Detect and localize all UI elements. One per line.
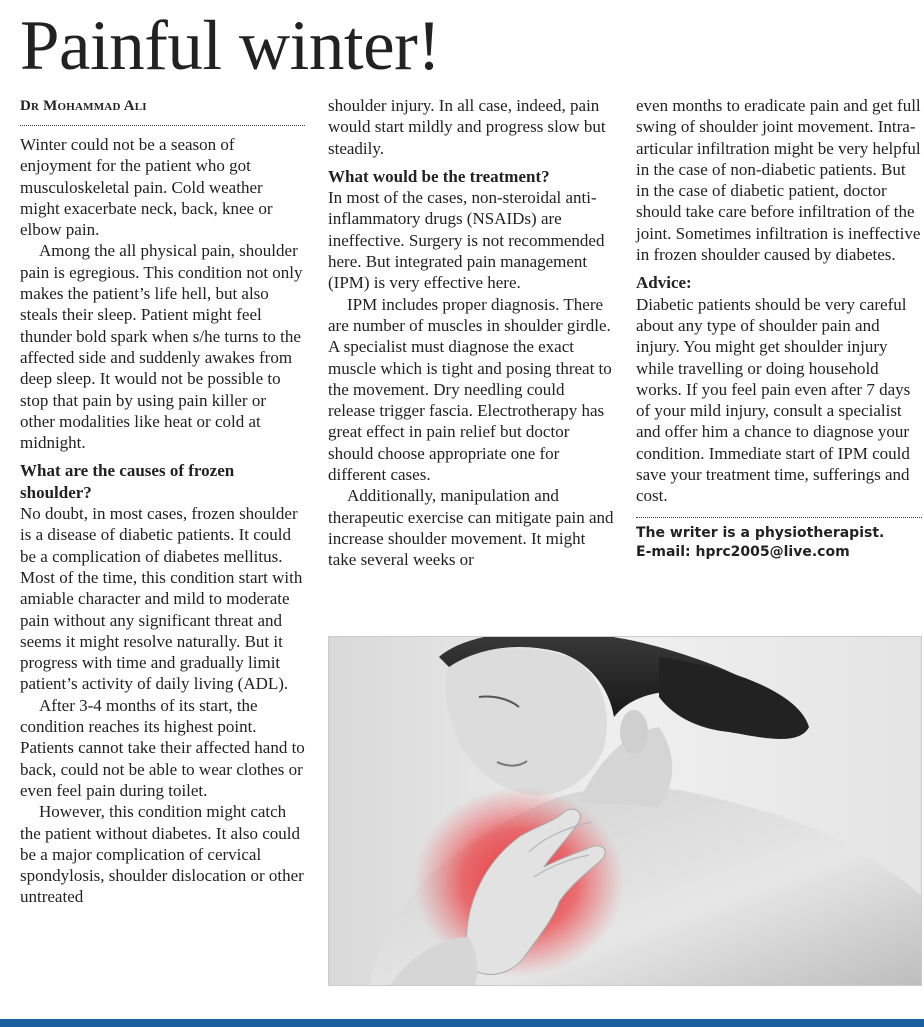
bottom-color-bar <box>0 1019 924 1027</box>
paragraph: Winter could not be a season of enjoyment for the patient who got musculoskeletal pain. Cold weather might exacerbate neck, back, knee or elbow pain. <box>20 135 273 240</box>
shoulder-pain-photo <box>328 636 922 986</box>
paragraph: No doubt, in most cases, frozen shoulder is a disease of diabetic patients. It could be a complication of diabetes mellitus. Most of the time, this condition start with amiable character and mild to moderate pain without any significant threat and seems it might resolve naturally. But it progress with time and gradually limit patient’s activity of daily living (ADL). <box>20 504 303 694</box>
paragraph: even months to eradicate pain and get full swing of shoulder joint movement. Intra-articular infiltration might be very helpful in the case of non-diabetic patients. But in the case of diabetic patient, doctor should take care before infiltration of the joint. Sometimes infiltration is ineffective in frozen shoulder caused by diabetes. <box>636 96 921 265</box>
paragraph: However, this condition might catch the patient without diabetes. It also could be a major complication of cervical spondylosis, shoulder dislocation or other untreated <box>20 802 304 907</box>
subheading-causes: What are the causes of frozen shoulder? <box>20 461 235 502</box>
paragraph: After 3-4 months of its start, the condition reaches its highest point. Patients cannot take their affected hand to back, could not be able to wear clothes or even feel pain during toilet. <box>20 695 305 800</box>
byline: Dr Mohammad Ali <box>20 98 147 114</box>
author-email: E-mail: hprc2005@live.com <box>636 543 850 560</box>
paragraph: Among the all physical pain, shoulder pain is egregious. This condition not only makes the patient’s life hell, but also steals their sleep. Patient might feel thunder bold spark when s/he turns to the affected side and suddenly awakes from deep sleep. It would not be possible to stop that pain by using pain killer or other modalities like heat or cold at midnight. <box>20 241 303 453</box>
paragraph: In most of the cases, non-steroidal anti-inflammatory drugs (NSAIDs) are ineffective. Surgery is not recommended here. But integrated pain management (IPM) is very effective here. <box>328 188 605 293</box>
subheading-advice: Advice: <box>636 273 692 293</box>
paragraph: shoulder injury. In all case, indeed, pain would start mildly and progress slow but steadily. <box>328 96 606 158</box>
subheading-treatment: What would be the treatment? <box>328 166 550 186</box>
byline-divider <box>20 125 305 126</box>
paragraph: IPM includes proper diagnosis. There are number of muscles in shoulder girdle. A specialist must diagnose the exact muscle which is tight and posing threat to the movement. Dry needling could release trigger fascia. Electrotherapy has great effect in pain relief but doctor should choose appropriate one for different cases. <box>328 294 612 485</box>
author-note-divider <box>636 517 922 518</box>
paragraph: Additionally, manipulation and therapeutic exercise can mitigate pain and increase shoulder movement. It might take several weeks or <box>328 486 614 570</box>
column-2 <box>328 95 614 571</box>
headline: Painful winter! <box>20 7 441 85</box>
column-3 <box>636 95 922 562</box>
paragraph: Diabetic patients should be very careful about any type of shoulder pain and injury. You might get shoulder injury while travelling or doing household works. If you feel pain even after 7 days of your mild injury, consult a specialist and offer him a chance to diagnose your condition. Immediate start of IPM could save your treatment time, sufferings and cost. <box>636 294 911 506</box>
column-1 <box>20 95 305 908</box>
author-note: The writer is a physiotherapist. <box>636 524 885 541</box>
